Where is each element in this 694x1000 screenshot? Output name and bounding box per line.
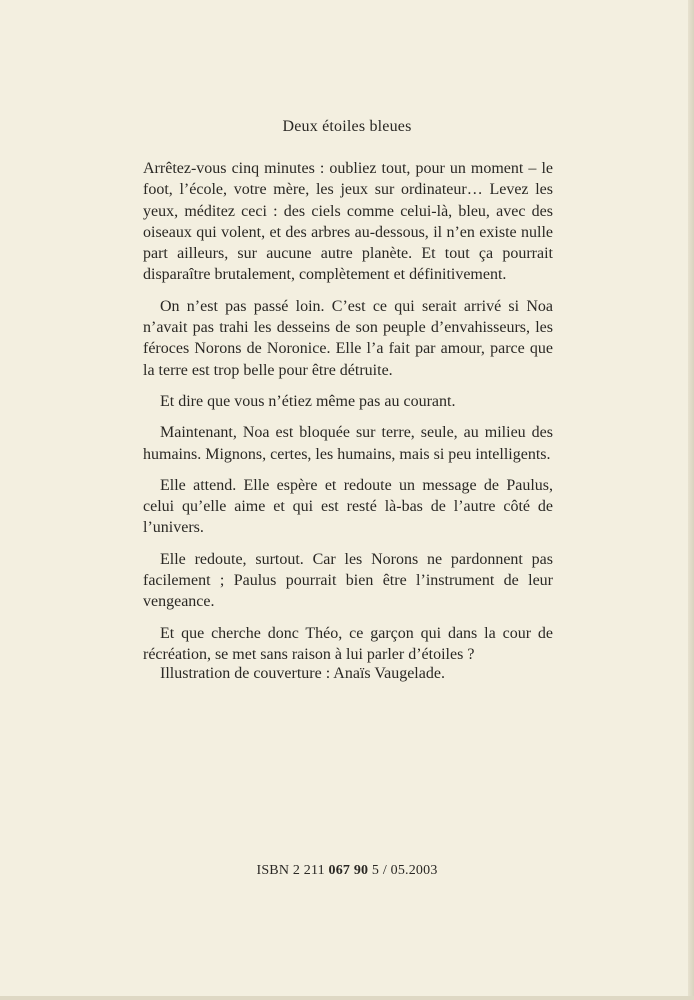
book-title: Deux étoiles bleues: [282, 118, 412, 135]
blurb-paragraph-4: Maintenant, Noa est bloquée sur terre, seule, au milieu des humains. Mignons, certes, les humains, mais si peu intelligents.: [143, 424, 553, 463]
page-bottom-edge: [0, 996, 694, 1000]
blurb-paragraph-6: Elle redoute, surtout. Car les Norons ne pardonnent pas facilement ; Paulus pourrait bien être l’instrument de leur vengeance.: [143, 550, 553, 611]
isbn-suffix: 5 / 05.2003: [368, 863, 438, 878]
blurb-paragraph-1: Arrêtez-vous cinq minutes : oubliez tout, pour un moment – le foot, l’école, votre mère, les jeux sur ordinateur… Levez les yeux, méditez ceci : des ciels comme celui-là, bleu, avec des oiseaux qui volent, et des arbres au-dessous, il n’en existe nulle part ailleurs, sur aucune autre planète. Et tout ça pourrait disparaître brutalement, complètement et définitivement.: [143, 160, 553, 284]
isbn-line: [0, 863, 694, 879]
blurb-paragraph-3: Et dire que vous n’étiez même pas au courant.: [160, 392, 456, 410]
page-edge: [688, 0, 694, 1000]
blurb-paragraph-5: Elle attend. Elle espère et redoute un message de Paulus, celui qu’elle aime et qui est resté là-bas de l’autre côté de l’univers.: [143, 476, 553, 537]
back-cover-blurb: [143, 158, 553, 675]
illustration-credit: Illustration de couverture : Anaïs Vaugelade.: [160, 665, 445, 682]
isbn-prefix: ISBN 2 211: [256, 863, 329, 878]
blurb-paragraph-7: Et que cherche donc Théo, ce garçon qui dans la cour de récréation, se met sans raison à lui parler d’étoiles ?: [143, 624, 553, 663]
blurb-paragraph-2: On n’est pas passé loin. C’est ce qui serait arrivé si Noa n’avait pas trahi les desseins de son peuple d’envahisseurs, les féroces Norons de Noronice. Elle l’a fait par amour, parce que la terre est trop belle pour être détruite.: [143, 297, 553, 379]
isbn-bold-number: 067 90: [328, 863, 369, 878]
